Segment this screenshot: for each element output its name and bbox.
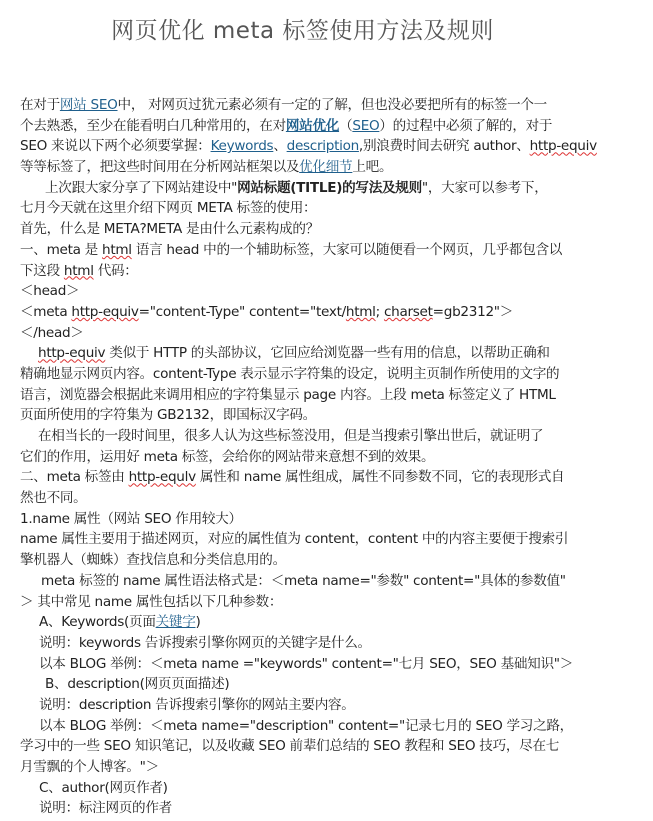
- text-segment: 以本 BLOG 举例：＜meta name ="keywords" content="七月 SEO，SEO 基础知识"＞: [39, 655, 573, 672]
- text-segment: 它们的作用，运用好 meta 标签，会给你的网站带来意想不到的效果。: [20, 448, 435, 465]
- text-segment: name 属性主要用于描述网页，对应的属性值为 content，content 中的内容主要便于搜索引: [20, 531, 569, 548]
- text-line: [20, 405, 480, 426]
- text-segment: 代码：: [93, 262, 138, 279]
- text-segment: 中， 对网页过犹元素必须有一定的了解，但也没必要把所有的标签一个一: [117, 97, 547, 113]
- text-line: [20, 695, 480, 716]
- text-segment: =gb2312"＞: [432, 303, 514, 320]
- text-line: [20, 592, 480, 613]
- article-body: [20, 95, 597, 819]
- text-line: [20, 488, 480, 509]
- misspelled-word: charset: [383, 303, 433, 320]
- text-segment: 语言，浏览器会根据此来调用相应的字符集显示 page 内容。上段 meta 标签定义了 HTML: [20, 386, 556, 403]
- text-line: [20, 509, 480, 530]
- text-segment: SEO 来说以下两个必须要掌握：: [20, 138, 211, 155]
- text-line: [20, 550, 480, 571]
- text-segment: 说明：description 告诉搜索引擎你的网站主要内容。: [39, 696, 355, 713]
- text-line: [20, 178, 548, 199]
- text-line: [20, 529, 569, 550]
- text-segment: 等等标签了，把这些时间用在分析网站框架以及: [20, 159, 300, 176]
- text-line: [20, 364, 560, 385]
- text-line: [20, 798, 480, 819]
- text-segment: 1.name 属性（网站 SEO 作用较大）: [20, 510, 242, 527]
- text-segment: 以本 BLOG 举例：＜meta name="description" content="记录七月的 SEO 学习之路，: [39, 717, 573, 734]
- text-segment: 上吧。: [352, 159, 393, 176]
- text-segment: ）的过程中必须了解的，对于: [379, 117, 553, 134]
- text-line: [20, 633, 480, 654]
- text-line: [20, 136, 597, 157]
- text-segment: 擎机器人（蜘蛛）查找信息和分类信息用的。: [20, 552, 286, 569]
- text-segment: 二、meta 标签由: [20, 469, 129, 486]
- text-segment: 说明：标注网页的作者: [39, 800, 172, 817]
- text-line: [20, 674, 480, 695]
- text-line: [20, 240, 563, 261]
- misspelled-word: http-equlv: [128, 469, 196, 486]
- text-segment: meta 标签的 name 属性语法格式是：＜meta name="参数" content="具体的参数值": [41, 572, 566, 589]
- text-link[interactable]: Keywords: [210, 138, 274, 155]
- text-segment: ＜meta: [20, 303, 72, 320]
- text-line: [20, 302, 514, 323]
- text-segment: 、: [273, 138, 287, 155]
- text-segment: 个去熟悉，至少在能看明白几种常用的，在对: [20, 117, 286, 134]
- text-segment: 说明：keywords 告诉搜索引擎你网页的关键字是什么。: [39, 634, 371, 651]
- text-line: [20, 385, 556, 406]
- text-line: [20, 281, 480, 302]
- text-line: [20, 198, 480, 219]
- text-link[interactable]: 关键字: [155, 614, 196, 631]
- text-line: [20, 571, 566, 592]
- text-segment: "，大家可以参考下，: [421, 179, 548, 196]
- text-line: [20, 654, 573, 675]
- text-link[interactable]: SEO: [352, 117, 380, 134]
- misspelled-word: http-equiv: [71, 303, 139, 320]
- text-segment: 月雪飘的个人博客。"＞: [20, 759, 159, 775]
- text-line: [20, 323, 480, 344]
- text-line: [20, 716, 573, 737]
- text-segment: 语言 head 中的一个辅助标签，大家可以随便看一个网页，几乎都包含以: [131, 241, 563, 258]
- text-line: [20, 116, 553, 137]
- text-line: [20, 261, 480, 282]
- text-line: [20, 467, 565, 488]
- text-line: [20, 426, 544, 447]
- text-segment: 一、meta 是: [20, 241, 102, 258]
- text-line: [20, 736, 560, 757]
- text-link[interactable]: 优化细节: [299, 159, 353, 176]
- text-segment: 七月今天就在这里介绍下网页 META 标签的使用：: [20, 200, 317, 217]
- text-segment: C、author(网页作者): [39, 779, 168, 796]
- text-segment: 属性和 name 属性组成，属性不同参数不同，它的表现形式自: [195, 469, 565, 486]
- text-line: [20, 447, 480, 468]
- text-line: [20, 219, 480, 240]
- text-link[interactable]: 网站 SEO: [59, 97, 118, 113]
- text-segment: ): [195, 614, 201, 631]
- misspelled-word: html: [345, 303, 376, 320]
- page-title: 网页优化 meta 标签使用方法及规则: [111, 18, 494, 44]
- text-link[interactable]: 网站优化: [285, 117, 340, 134]
- misspelled-word: http-equiv: [529, 138, 597, 155]
- misspelled-word: html: [63, 262, 94, 279]
- text-link[interactable]: description: [286, 138, 359, 155]
- text-line: [20, 343, 550, 364]
- text-segment: 在相当长的一段时间里，很多人认为这些标签没用，但是当搜索引擎出世后，就证明了: [38, 428, 544, 444]
- text-segment: 在对于: [20, 97, 60, 113]
- text-segment: A、Keywords(页面: [39, 614, 156, 631]
- text-segment: 下这段: [20, 262, 64, 279]
- text-segment: ,别浪费时间去研究 author、: [358, 138, 530, 155]
- misspelled-word: html: [102, 241, 132, 258]
- bold-text: 网站标题(TITLE)的写法及规则: [237, 179, 422, 196]
- text-segment: 类似于 HTTP 的头部协议，它回应给浏览器一些有用的信息，以帮助正确和: [105, 345, 550, 362]
- text-segment: B、description(网页页面描述): [45, 676, 230, 693]
- text-line: [20, 157, 480, 178]
- text-segment: 首先，什么是 META?META 是由什么元素构成的？: [20, 221, 319, 238]
- text-segment: ;: [375, 303, 384, 320]
- text-line: [20, 95, 547, 116]
- text-segment: ＜head＞: [20, 283, 80, 300]
- text-segment: 页面所使用的字符集为 GB2132，即国标汉字码。: [20, 407, 316, 424]
- text-line: [20, 612, 480, 633]
- text-segment: ="content-Type" content="text/: [138, 303, 346, 320]
- text-segment: 学习中的一些 SEO 知识笔记，以及收藏 SEO 前辈们总结的 SEO 教程和 SEO 技巧，尽在七: [20, 738, 560, 755]
- text-line: [20, 757, 480, 778]
- text-segment: ＞ 其中常见 name 属性包括以下几种参数：: [20, 593, 283, 610]
- text-segment: 上次跟大家分享了下网站建设中": [45, 179, 238, 196]
- text-segment: （: [339, 117, 353, 134]
- misspelled-word: http-equiv: [38, 345, 106, 362]
- text-segment: 精确地显示网页内容。content-Type 表示显示字符集的设定，说明主页制作所使用的文字的: [20, 365, 560, 382]
- text-line: [20, 778, 480, 799]
- text-segment: ＜/head＞: [20, 324, 84, 341]
- text-segment: 然也不同。: [20, 490, 87, 507]
